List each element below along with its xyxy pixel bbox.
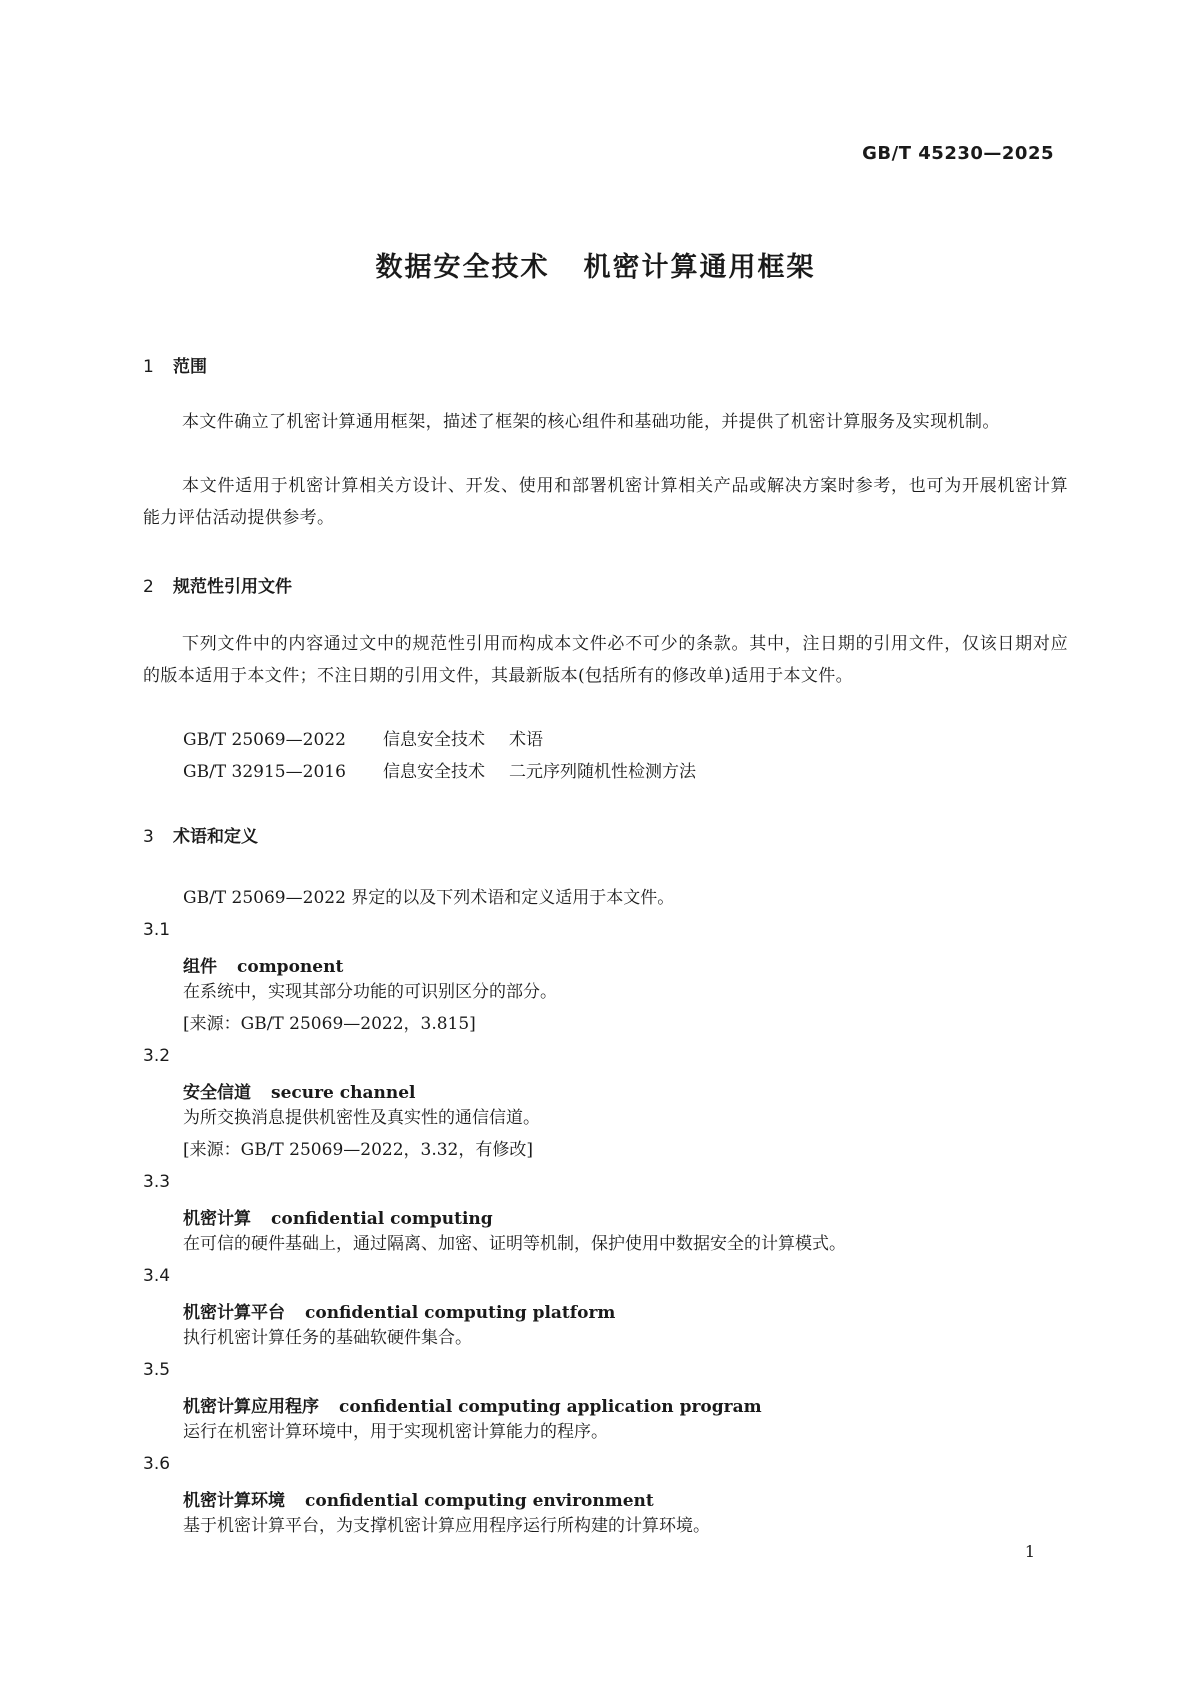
section-3-heading <box>143 822 258 847</box>
term-number: 3.6 <box>143 1454 171 1474</box>
term-number: 3.4 <box>143 1266 171 1286</box>
section-2-paragraph-1: 下列文件中的内容通过文中的规范性引用而构成本文件必不可少的条款。其中，注日期的引用文件，仅该日期对应的版本适用于本文件；不注日期的引用文件，其最新版本(包括所有的修改单)适用于本文件。 <box>143 634 1068 686</box>
term-number: 3.5 <box>143 1360 171 1380</box>
standard-number: GB/T 45230—2025 <box>862 143 1054 164</box>
term-name <box>183 1486 654 1511</box>
title-part-1: 数据安全技术 <box>375 252 550 283</box>
term-en: component <box>237 957 344 977</box>
document-title <box>0 245 1191 284</box>
term-zh: 机密计算平台 <box>183 1303 285 1323</box>
term-source: [来源：GB/T 25069—2022，3.815] <box>183 1014 476 1034</box>
term-en: secure channel <box>271 1083 416 1103</box>
term-name <box>183 1298 615 1323</box>
term-definition: 在系统中，实现其部分功能的可识别区分的部分。 <box>183 982 557 1002</box>
term-zh: 组件 <box>183 957 217 977</box>
title-part-2: 机密计算通用框架 <box>583 252 816 283</box>
section-1-paragraph-2: 本文件适用于机密计算相关方设计、开发、使用和部署机密计算相关产品或解决方案时参考，也可为开展机密计算能力评估活动提供参考。 <box>143 476 1068 528</box>
reference-title-b: 术语 <box>509 730 543 750</box>
section-3-intro: GB/T 25069—2022 界定的以及下列术语和定义适用于本文件。 <box>183 888 675 908</box>
reference-title-b: 二元序列随机性检测方法 <box>509 762 696 782</box>
term-name <box>183 1204 493 1229</box>
term-en: confidential computing platform <box>305 1303 616 1323</box>
term-en: confidential computing application program <box>339 1397 762 1417</box>
reference-title-a: 信息安全技术 <box>383 730 485 750</box>
term-zh: 机密计算环境 <box>183 1491 285 1511</box>
term-name <box>183 1392 762 1417</box>
section-2-title: 规范性引用文件 <box>173 577 292 597</box>
section-3-title: 术语和定义 <box>173 827 258 847</box>
section-1-heading <box>143 352 207 377</box>
term-name <box>183 952 343 977</box>
term-number: 3.2 <box>143 1046 171 1066</box>
normative-reference-2 <box>183 756 696 788</box>
reference-code: GB/T 32915—2016 <box>183 762 346 782</box>
term-name <box>183 1078 416 1103</box>
term-definition: 为所交换消息提供机密性及真实性的通信信道。 <box>183 1108 540 1128</box>
reference-code: GB/T 25069—2022 <box>183 730 346 750</box>
term-zh: 机密计算 <box>183 1209 251 1229</box>
term-definition: 运行在机密计算环境中，用于实现机密计算能力的程序。 <box>183 1422 608 1442</box>
page-number: 1 <box>1024 1542 1035 1561</box>
section-2-heading <box>143 572 292 597</box>
term-source: [来源：GB/T 25069—2022，3.32，有修改] <box>183 1140 534 1160</box>
section-3-number: 3 <box>143 827 154 847</box>
term-definition: 在可信的硬件基础上，通过隔离、加密、证明等机制，保护使用中数据安全的计算模式。 <box>183 1234 846 1254</box>
term-definition: 基于机密计算平台，为支撑机密计算应用程序运行所构建的计算环境。 <box>183 1516 710 1536</box>
term-zh: 安全信道 <box>183 1083 251 1103</box>
normative-reference-1 <box>183 724 543 756</box>
term-number: 3.1 <box>143 920 171 940</box>
section-1-title: 范围 <box>173 357 207 377</box>
term-definition: 执行机密计算任务的基础软硬件集合。 <box>183 1328 472 1348</box>
term-en: confidential computing environment <box>305 1491 654 1511</box>
reference-title-a: 信息安全技术 <box>383 762 485 782</box>
section-1-number: 1 <box>143 357 154 377</box>
term-number: 3.3 <box>143 1172 171 1192</box>
term-en: confidential computing <box>271 1209 493 1229</box>
term-zh: 机密计算应用程序 <box>183 1397 319 1417</box>
section-2-number: 2 <box>143 577 154 597</box>
section-1-paragraph-1: 本文件确立了机密计算通用框架，描述了框架的核心组件和基础功能，并提供了机密计算服务及实现机制。 <box>182 412 1000 432</box>
